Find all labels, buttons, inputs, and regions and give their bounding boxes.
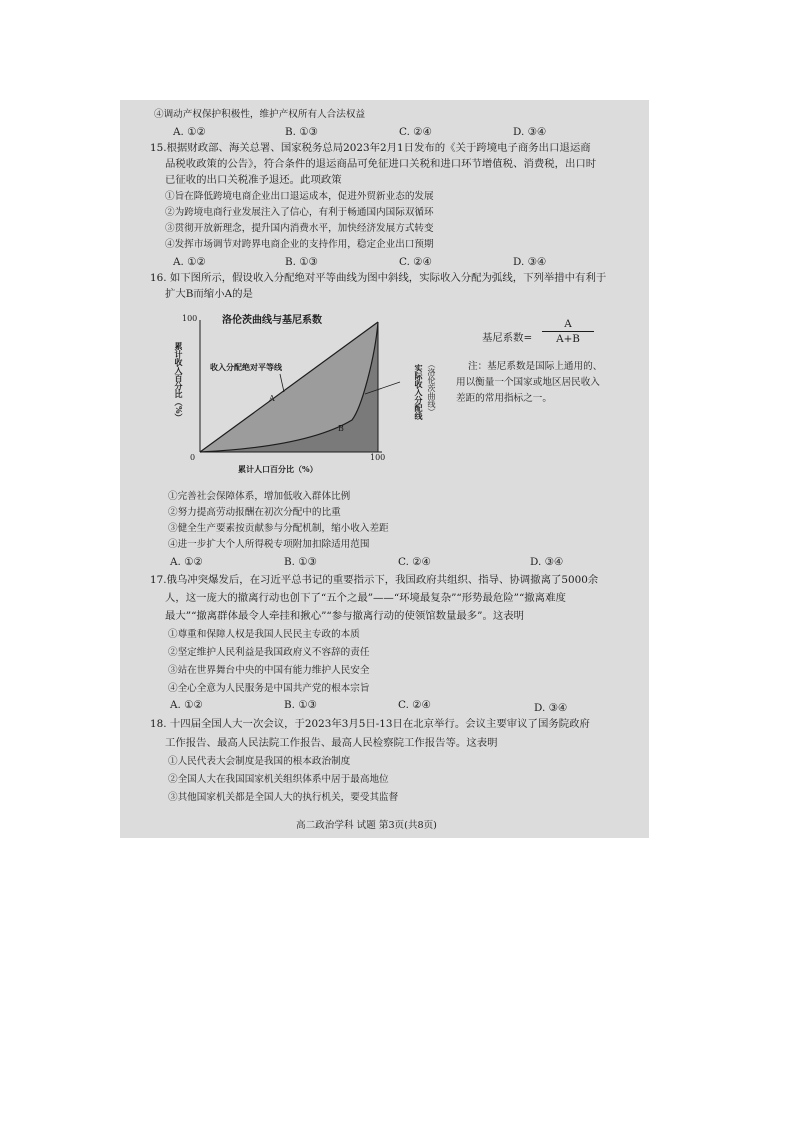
q17-stem-line-2: 人，这一庞大的撤离行动也创下了“五个之最”——“环境最复杂”“形势最危险”“撤离难度: [165, 592, 566, 604]
q14-option-b[interactable]: B. ①③: [285, 126, 318, 138]
exam-page: [120, 100, 649, 838]
lorenz-curve-label: （洛伦茨曲线）: [427, 360, 436, 416]
page-footer: 高二政治学科 试题 第3页(共8页): [296, 820, 437, 831]
q16-option-c[interactable]: C. ②④: [398, 556, 431, 568]
q15-option-a[interactable]: A. ①②: [173, 256, 206, 268]
q14-item-4: ④调动产权保护积极性，维护产权所有人合法权益: [154, 109, 366, 120]
x-axis-label: 累计人口百分比（%）: [238, 464, 318, 474]
lorenz-diagram: [172, 312, 432, 462]
equality-line-label: 收入分配绝对平等线: [210, 362, 282, 372]
q18-item-1: ①人民代表大会制度是我国的根本政治制度: [168, 756, 351, 767]
q16-option-d[interactable]: D. ③④: [530, 556, 564, 568]
region-b-label: B: [338, 424, 344, 433]
q18-stem-line-1: 18. 十四届全国人大一次会议，于2023年3月5日-13日在北京举行。会议主要审议了国务院政府: [150, 718, 590, 730]
q15-stem-line-2: 品税收政策的公告》，符合条件的退运商品可免征进口关税和进口环节增值税、消费税，出口时: [165, 158, 597, 170]
q17-option-d[interactable]: D. ③④: [534, 702, 568, 714]
q16-item-1: ①完善社会保障体系，增加低收入群体比例: [168, 491, 351, 502]
region-a-label: A: [269, 394, 275, 403]
fraction-bar: [542, 331, 594, 332]
q17-item-1: ①尊重和保障人权是我国人民民主专政的本质: [168, 629, 360, 640]
q18-item-2: ②全国人大在我国国家机关组织体系中居于最高地位: [168, 774, 389, 785]
q16-stem-line-2: 扩大B而缩小A的是: [165, 288, 253, 300]
actual-line-label: 实际收入分配线: [414, 364, 424, 420]
q17-stem-line-1: 17.俄乌冲突爆发后，在习近平总书记的重要指示下，我国政府共组织、指导、协调撤离了5000余: [150, 574, 599, 586]
q15-option-b[interactable]: B. ①③: [285, 256, 318, 268]
x-axis-end-tick: 100: [370, 453, 386, 462]
q16-stem-line-1: 16. 如下图所示，假设收入分配绝对平等曲线为图中斜线，实际收入分配为弧线，下列举措中有利于: [150, 272, 607, 284]
q15-item-2: ②为跨境电商行业发展注入了信心，有利于畅通国内国际双循环: [165, 207, 434, 218]
equality-pointer: [280, 374, 284, 392]
q15-stem-line-3: 已征收的出口关税准予退还。此项政策: [165, 174, 342, 186]
q15-stem-line-1: 15.根据财政部、海关总署、国家税务总局2023年2月1日发布的《关于跨境电子商务出口退运商: [150, 142, 591, 154]
q17-option-a[interactable]: A. ①②: [170, 699, 203, 711]
q18-stem-line-2: 工作报告、最高人民法院工作报告、最高人民检察院工作报告等。这表明: [165, 737, 498, 749]
q18-item-3: ③其他国家机关都是全国人大的执行机关，要受其监督: [168, 792, 399, 803]
q15-option-c[interactable]: C. ②④: [399, 256, 432, 268]
q15-item-4: ④发挥市场调节对跨界电商企业的支持作用，稳定企业出口预期: [165, 239, 434, 250]
q15-option-d[interactable]: D. ③④: [513, 256, 547, 268]
q16-item-4: ④进一步扩大个人所得税专项附加扣除适用范围: [168, 539, 370, 550]
gini-denominator: A+B: [556, 333, 580, 345]
q15-item-1: ①旨在降低跨境电商企业出口退运成本，促进外贸新业态的发展: [165, 191, 434, 202]
q15-item-3: ③贯彻开放新理念，提升国内消费水平，加快经济发展方式转变: [165, 223, 434, 234]
q16-item-3: ③健全生产要素按贡献参与分配机制，缩小收入差距: [168, 523, 389, 534]
q16-option-b[interactable]: B. ①③: [284, 556, 317, 568]
note-line-1: 注：基尼系数是国际上通用的、: [468, 361, 603, 372]
lorenz-figure: [172, 312, 436, 474]
gini-formula-lhs: 基尼系数=: [482, 332, 533, 344]
y-axis-top-tick: 100: [182, 314, 198, 323]
q17-item-4: ④全心全意为人民服务是中国共产党的根本宗旨: [168, 683, 370, 694]
q16-option-a[interactable]: A. ①②: [170, 556, 203, 568]
q17-item-2: ②坚定维护人民利益是我国政府义不容辞的责任: [168, 647, 370, 658]
q14-option-d[interactable]: D. ③④: [513, 126, 547, 138]
q17-option-c[interactable]: C. ②④: [398, 699, 431, 711]
figure-title: 洛伦茨曲线与基尼系数: [222, 315, 322, 326]
note-line-3: 差距的常用指标之一。: [456, 393, 552, 404]
q17-item-3: ③站在世界舞台中央的中国有能力维护人民安全: [168, 665, 370, 676]
gini-numerator: A: [564, 318, 572, 330]
q17-option-b[interactable]: B. ①③: [284, 699, 317, 711]
note-line-2: 用以衡量一个国家或地区居民收入: [456, 377, 600, 388]
q14-option-a[interactable]: A. ①②: [173, 126, 206, 138]
q16-item-2: ②努力提高劳动报酬在初次分配中的比重: [168, 507, 341, 518]
y-axis-label: 累计收入百分比（%）: [174, 342, 184, 422]
q17-stem-line-3: 最大”“撤离群体最令人牵挂和揪心”“参与撤离行动的使领馆数量最多”。这表明: [165, 610, 525, 622]
q14-option-c[interactable]: C. ②④: [399, 126, 432, 138]
origin-tick: 0: [190, 453, 196, 462]
